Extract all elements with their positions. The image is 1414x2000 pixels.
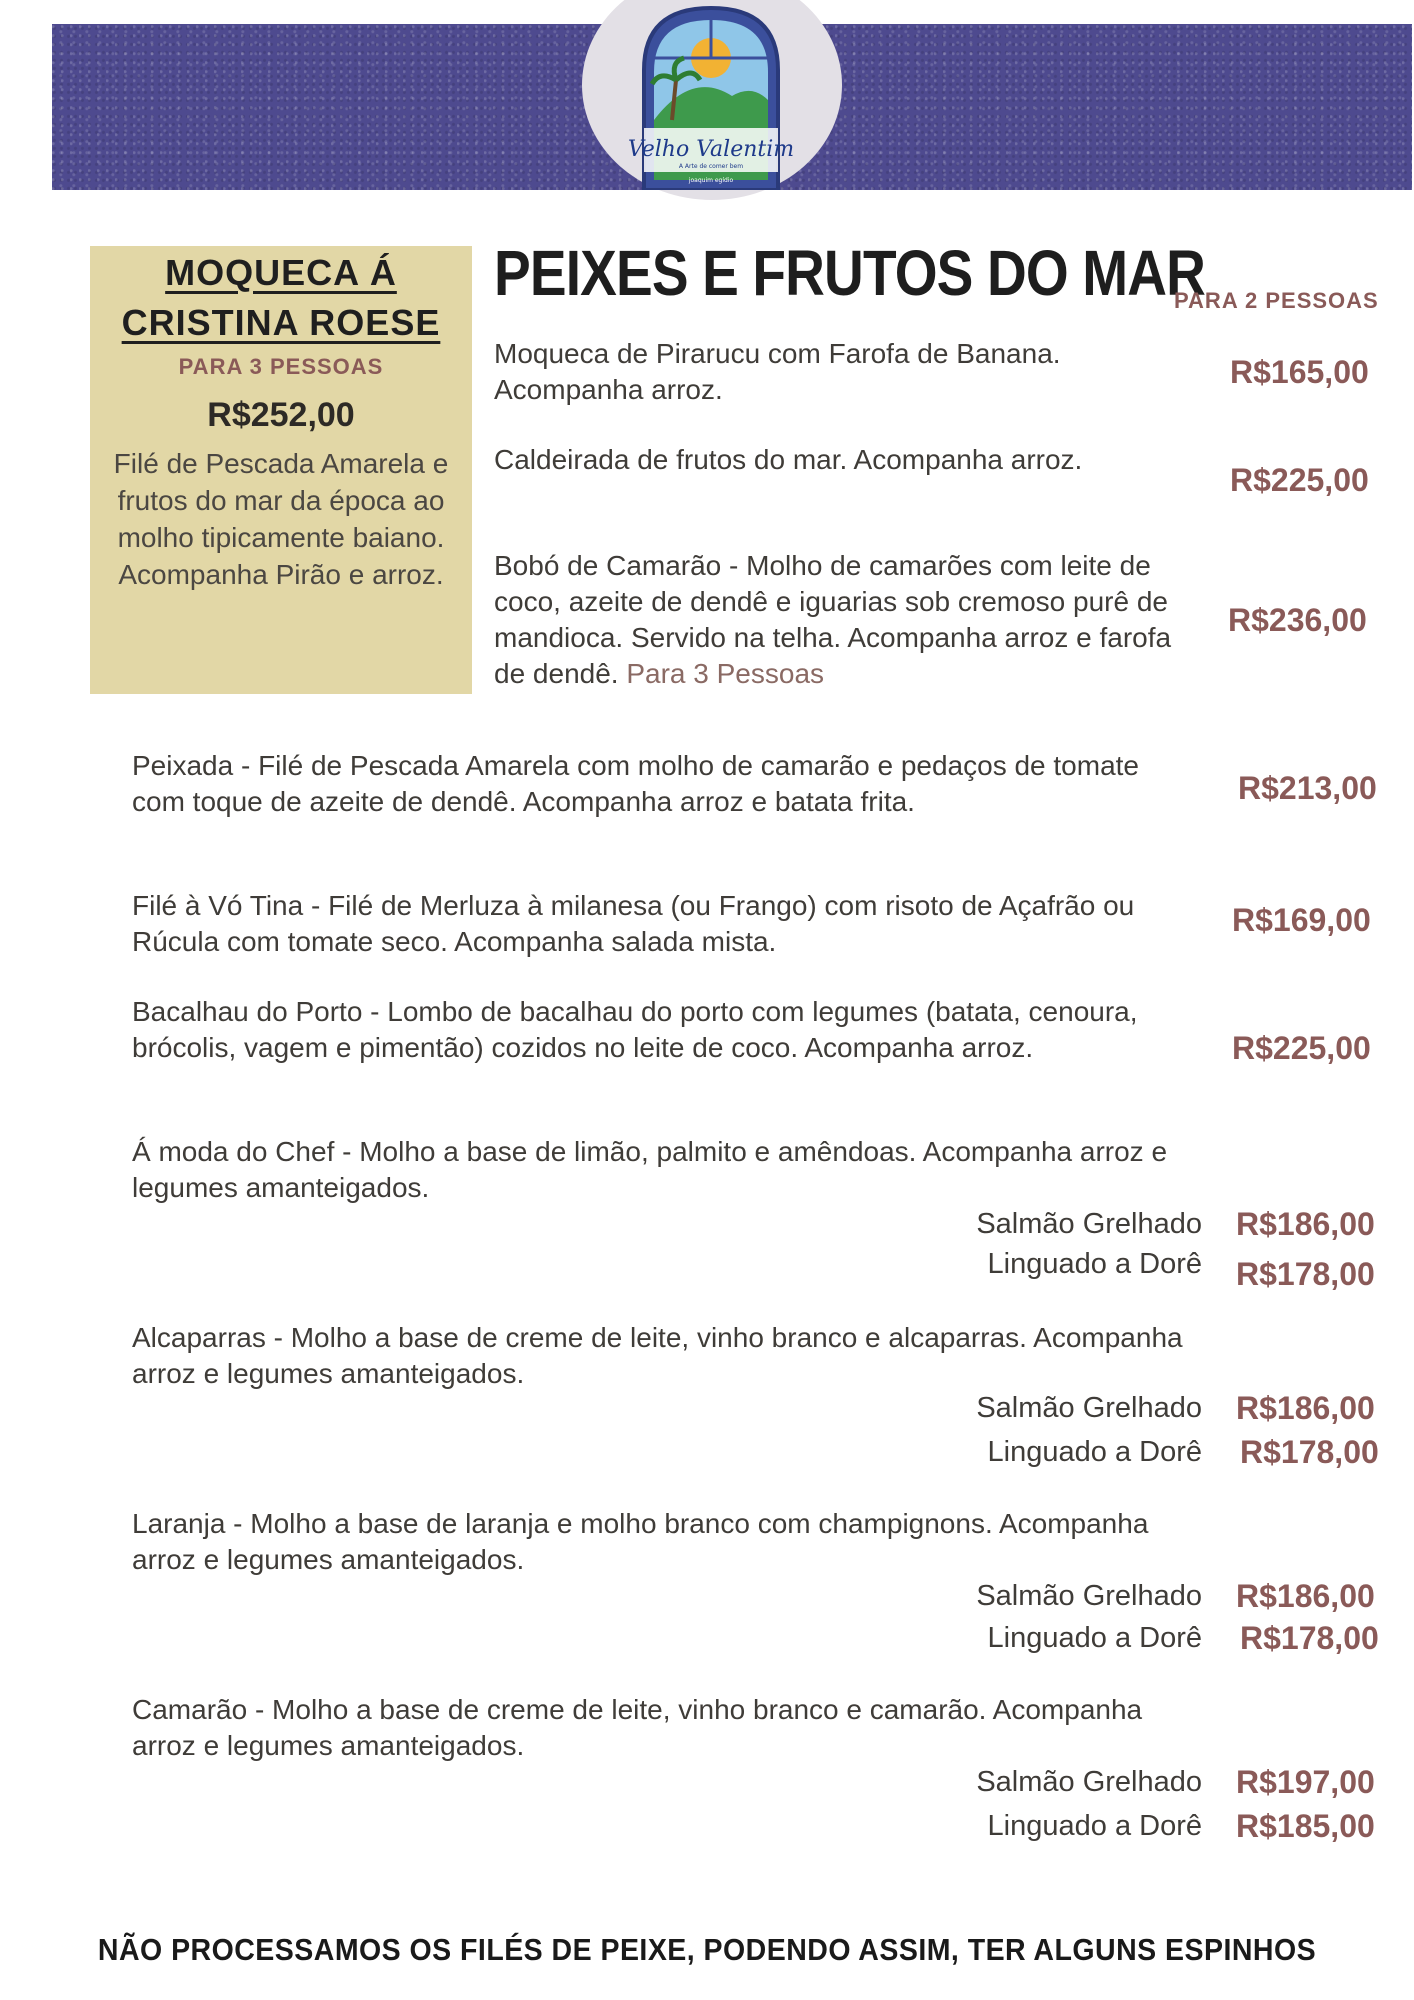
sauce-option-label: Salmão Grelhado	[976, 1766, 1202, 1798]
menu-item-note: Para 3 Pessoas	[626, 658, 825, 689]
featured-dish-description: Filé de Pescada Amarela e frutos do mar da época ao molho tipicamente baiano. Acompanha Pirão e arroz.	[113, 448, 449, 590]
fish-bones-notice: NÃO PROCESSAMOS OS FILÉS DE PEIXE, PODENDO ASSIM, TER ALGUNS ESPINHOS	[97, 1932, 1317, 1967]
menu-item-price: R$236,00	[1228, 602, 1367, 638]
menu-item-price: R$165,00	[1230, 354, 1369, 390]
menu-item-description: Bobó de Camarão - Molho de camarões com leite de coco, azeite de dendê e iguarias sob cremoso purê de mandioca. Servido na telha. Acompanha arroz e farofa de dendê. Para 3 Pessoas	[494, 550, 1172, 689]
logo-subtext: joaquim egídio	[688, 177, 734, 184]
sauce-option-label: Salmão Grelhado	[976, 1392, 1202, 1424]
logo-tagline-text: A Arte de comer bem	[678, 163, 744, 170]
sauce-item-description: Á moda do Chef - Molho a base de limão, palmito e amêndoas. Acompanha arroz e legumes amanteigados.	[132, 1136, 1168, 1203]
sauce-option-price: R$185,00	[1236, 1808, 1375, 1844]
menu-item-description: Moqueca de Pirarucu com Farofa de Banana. Acompanha arroz.	[494, 338, 1061, 405]
sauce-option-price: R$186,00	[1236, 1206, 1375, 1242]
sauce-option-price: R$197,00	[1236, 1764, 1375, 1800]
sauce-option-price: R$186,00	[1236, 1578, 1375, 1614]
menu-item-price: R$169,00	[1232, 902, 1371, 938]
featured-dish-box	[90, 246, 472, 694]
logo-name-text: Velho Valentim	[627, 137, 795, 162]
menu-item-description: Bacalhau do Porto - Lombo de bacalhau do porto com legumes (batata, cenoura, brócolis, vagem e pimentão) cozidos no leite de coco. Acompanha arroz.	[132, 996, 1138, 1063]
sauce-option-price: R$178,00	[1240, 1620, 1379, 1656]
featured-dish-price: R$252,00	[207, 396, 355, 434]
sauce-item-description: Laranja - Molho a base de laranja e molho branco com champignons. Acompanha arroz e legumes amanteigados.	[132, 1508, 1149, 1575]
sauce-option-label: Salmão Grelhado	[976, 1580, 1202, 1612]
featured-dish-title: MOQUECA Á CRISTINA ROESE	[121, 252, 441, 343]
sauce-option-label: Linguado a Dorê	[987, 1622, 1202, 1654]
sauce-option-label: Linguado a Dorê	[987, 1248, 1202, 1280]
sauce-option-label: Salmão Grelhado	[976, 1208, 1202, 1240]
menu-item-price: R$225,00	[1232, 1030, 1371, 1066]
featured-dish-serving: PARA 3 PESSOAS	[178, 354, 384, 379]
sauce-item-description: Camarão - Molho a base de creme de leite, vinho branco e camarão. Acompanha arroz e legumes amanteigados.	[132, 1694, 1143, 1761]
menu-item-description: Filé à Vó Tina - Filé de Merluza à milanesa (ou Frango) com risoto de Açafrão ou Rúcula com tomate seco. Acompanha salada mista.	[132, 890, 1135, 957]
section-title: PEIXES E FRUTOS DO MAR	[494, 237, 1205, 309]
section-serving: PARA 2 PESSOAS	[1174, 288, 1379, 313]
sauce-option-price: R$178,00	[1240, 1434, 1379, 1470]
menu-item-price: R$225,00	[1230, 462, 1369, 498]
sauce-option-label: Linguado a Dorê	[987, 1436, 1202, 1468]
sauce-item-description: Alcaparras - Molho a base de creme de leite, vinho branco e alcaparras. Acompanha arroz e legumes amanteigados.	[132, 1322, 1183, 1389]
menu-item-description: Caldeirada de frutos do mar. Acompanha arroz.	[494, 444, 1083, 475]
restaurant-logo	[622, 0, 800, 190]
sauce-option-price: R$178,00	[1236, 1256, 1375, 1292]
menu-item-price: R$213,00	[1238, 770, 1377, 806]
menu-item-description: Peixada - Filé de Pescada Amarela com molho de camarão e pedaços de tomate com toque de azeite de dendê. Acompanha arroz e batata frita.	[132, 750, 1140, 817]
sauce-option-price: R$186,00	[1236, 1390, 1375, 1426]
sauce-option-label: Linguado a Dorê	[987, 1810, 1202, 1842]
